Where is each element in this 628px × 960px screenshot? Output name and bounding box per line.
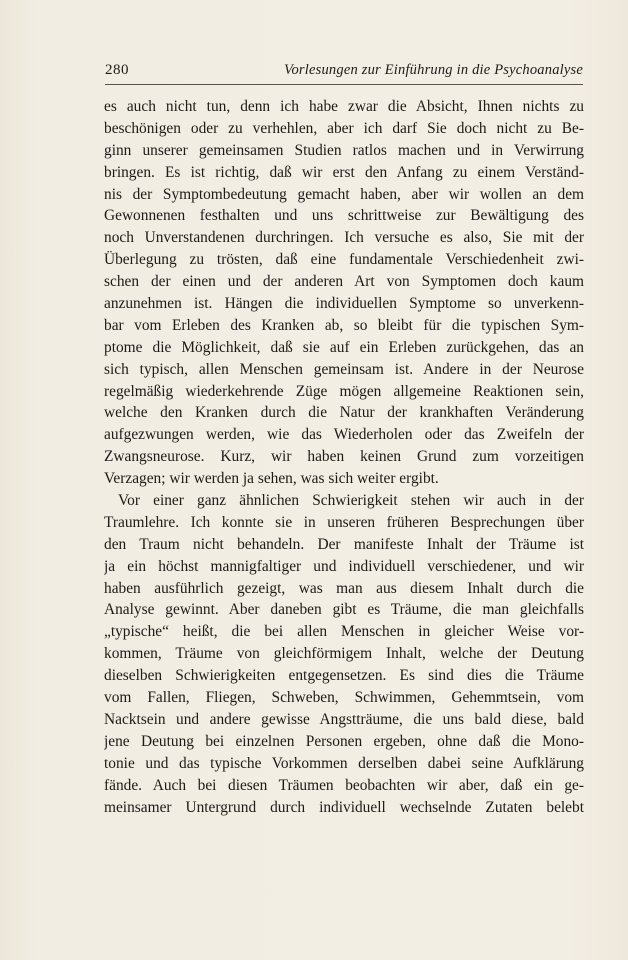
text-line: Traumlehre. Ich konnte sie in unseren früheren Besprechungen über [104,513,584,531]
text-line: bar vom Erleben des Kranken ab, so bleibt für die typischen Sym- [104,316,584,334]
text-line: bringen. Es ist richtig, daß wir erst den Anfang zu einem Verständ- [104,163,584,181]
text-line: beschönigen oder zu verhehlen, aber ich darf Sie doch nicht zu Be- [104,119,584,137]
text-line: ptome die Möglichkeit, daß sie auf ein Erleben zurückgehen, das an [104,338,584,356]
text-line: regelmäßig wiederkehrende Züge mögen allgemeine Reaktionen sein, [104,382,584,400]
text-line: tonie und das typische Vorkommen derselben dabei seine Aufklärung [104,754,584,772]
text-line: Nacktsein und andere gewisse Angstträume, die uns bald diese, bald [104,710,584,728]
text-line: Gewonnenen festhalten und uns schrittweise zur Bewältigung des [104,207,584,225]
text-line: ginn unserer gemeinsamen Studien ratlos machen und in Verwirrung [104,141,584,159]
text-line: Überlegung zu trösten, daß eine fundamentale Verschiedenheit zwi- [104,251,584,269]
paragraph-last-line: Verzagen; wir werden ja sehen, was sich weiter ergibt. [104,470,439,488]
text-line: kommen, Träume von gleichförmigem Inhalt, welche der Deutung [104,645,584,663]
body-text [104,96,584,818]
text-line: „typische“ heißt, die bei allen Menschen in gleicher Weise vor- [104,623,584,641]
text-line: haben ausführlich gezeigt, was man aus diesem Inhalt durch die [104,579,584,597]
text-line: Zwangsneurose. Kurz, wir haben keinen Grund zum vorzeitigen [104,448,584,466]
paragraph-first-line: Vor einer ganz ähnlichen Schwierigkeit stehen wir auch in der [118,492,584,510]
text-line: es auch nicht tun, denn ich habe zwar die Absicht, Ihnen nichts zu [104,98,584,115]
text-line: den Traum nicht behandeln. Der manifeste Inhalt der Träume ist [104,535,584,553]
text-line: dieselben Schwierigkeiten entgegensetzen. Es sind dies die Träume [104,667,584,685]
text-line: welche den Kranken durch die Natur der krankhaften Veränderung [104,404,584,422]
text-line: sich typisch, allen Menschen gemeinsam ist. Andere in der Neurose [104,360,584,378]
text-line: noch Unverstandenen durchringen. Ich versuche es also, Sie mit der [104,229,584,247]
text-line: meinsamer Untergrund durch individuell wechselnde Zutaten belebt [104,798,584,816]
page-header [105,62,583,85]
text-line: Analyse gewinnt. Aber daneben gibt es Träume, die man gleichfalls [104,601,584,619]
text-line: ja ein höchst mannigfaltiger und individuell verschiedener, und wir [104,557,584,575]
running-title: Vorlesungen zur Einführung in die Psychoanalyse [284,62,583,78]
text-line: jene Deutung bei einzelnen Personen ergeben, ohne daß die Mono- [104,732,584,750]
page-number: 280 [105,62,129,78]
text-line: fände. Auch bei diesen Träumen beobachten wir aber, daß ein ge- [104,776,584,794]
text-line: anzunehmen ist. Hängen die individuellen Symptome so unverkenn- [104,295,584,313]
text-line: aufgezwungen werden, wie das Wiederholen oder das Zweifeln der [104,426,584,444]
text-line: nis der Symptombedeutung gemacht haben, aber wir wollen an dem [104,185,584,203]
text-line: vom Fallen, Fliegen, Schweben, Schwimmen, Gehemmtsein, vom [104,689,584,707]
text-line: schen der einen und der anderen Art von Symptomen doch kaum [104,273,584,291]
